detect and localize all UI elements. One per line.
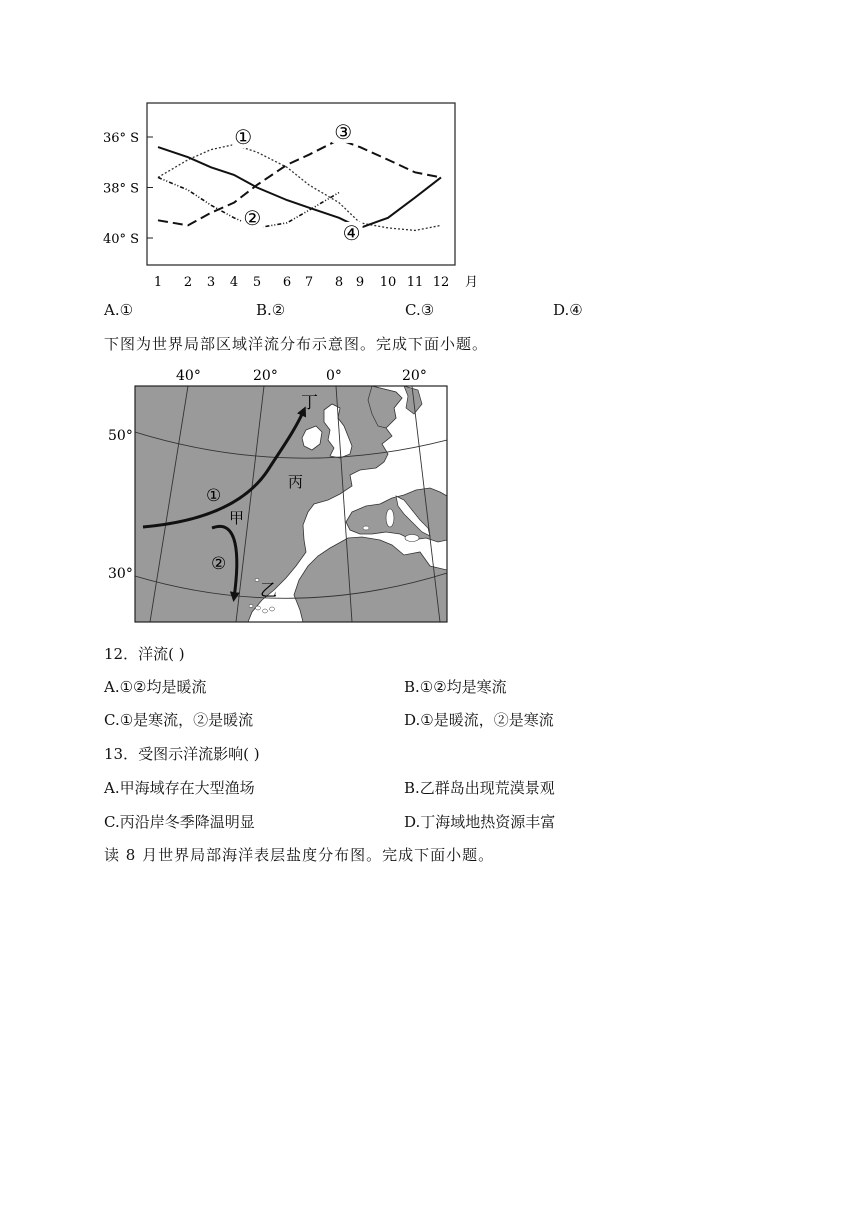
lon-label-40w: 40°	[176, 368, 201, 384]
canary-islet-3	[270, 607, 275, 611]
q13-option-a[interactable]: A.甲海域存在大型渔场	[104, 779, 255, 797]
y-tick-label: 36° S	[103, 131, 140, 146]
series-label-4: ④	[342, 220, 361, 245]
x-tick-label: 11	[406, 275, 424, 290]
canary-islet-2	[263, 609, 268, 613]
canary-islet-4	[249, 604, 253, 607]
x-tick-label: 4	[229, 275, 239, 290]
x-tick-label: 8	[334, 275, 344, 290]
series-line-3	[158, 140, 441, 226]
ocean-current-map	[100, 360, 460, 630]
latitude-month-chart	[100, 95, 480, 295]
place-label-jia: 甲	[229, 509, 245, 527]
sicily-island	[405, 535, 419, 542]
place-label-bing: 丙	[288, 473, 304, 491]
q12-option-b[interactable]: B.①②均是寒流	[404, 678, 507, 696]
balearic-island	[363, 526, 369, 530]
current-1-label: ①	[206, 486, 222, 506]
q11-option-b[interactable]: B.②	[256, 301, 286, 319]
series-label-3: ③	[334, 119, 353, 144]
x-axis-label: 月	[465, 275, 479, 290]
current-2-label: ②	[211, 554, 227, 574]
x-tick-label: 3	[206, 275, 216, 290]
lon-label-0: 0°	[326, 368, 342, 384]
q13-stem: 13．受图示洋流影响( )	[104, 745, 260, 763]
y-tick-label: 38° S	[103, 181, 140, 197]
lat-label-30: 30°	[108, 566, 133, 582]
q12-option-a[interactable]: A.①②均是暖流	[104, 678, 207, 696]
place-label-yi: 乙	[260, 581, 277, 601]
sardinia-island	[386, 509, 394, 527]
lat-label-50: 50°	[108, 428, 133, 444]
x-tick-label: 7	[304, 275, 314, 290]
x-tick-label: 12	[432, 275, 450, 290]
canary-islet-1	[256, 606, 261, 610]
x-tick-label: 1	[153, 275, 163, 290]
series-label-1: ①	[234, 125, 253, 149]
q12-stem: 12．洋流( )	[104, 645, 185, 663]
q11-option-a[interactable]: A.①	[104, 301, 134, 319]
q11-option-d[interactable]: D.④	[553, 301, 583, 319]
q13-option-b[interactable]: B.乙群岛出现荒漠景观	[404, 779, 555, 797]
x-tick-label: 5	[252, 275, 262, 290]
x-tick-label: 6	[282, 275, 292, 290]
place-label-ding: 丁	[301, 393, 318, 413]
lon-label-20w: 20°	[253, 368, 278, 384]
q12-option-c[interactable]: C.①是寒流，②是暖流	[104, 711, 254, 729]
madeira-islet	[255, 578, 259, 581]
y-tick-label: 40° S	[103, 232, 140, 247]
x-tick-label: 10	[379, 275, 397, 290]
x-tick-label: 2	[183, 275, 193, 290]
q11-option-c[interactable]: C.③	[405, 301, 435, 319]
salinity-intro-text: 读 8 月世界局部海洋表层盐度分布图。完成下面小题。	[104, 846, 495, 864]
map-intro-text: 下图为世界局部区域洋流分布示意图。完成下面小题。	[104, 335, 489, 353]
q13-option-c[interactable]: C.丙沿岸冬季降温明显	[104, 813, 255, 831]
q13-option-d[interactable]: D.丁海域地热资源丰富	[404, 813, 556, 831]
chart-frame	[147, 103, 455, 265]
lon-label-20e: 20°	[402, 368, 427, 384]
x-tick-label: 9	[355, 275, 365, 290]
q12-option-d[interactable]: D.①是暖流，②是寒流	[404, 711, 554, 729]
series-label-2: ②	[243, 205, 262, 230]
